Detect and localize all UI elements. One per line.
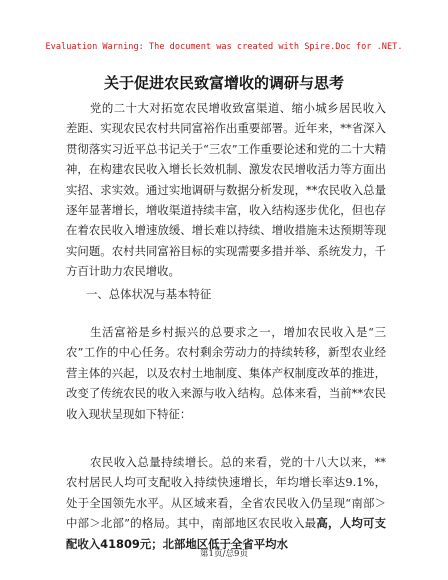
paragraph-income-growth-text: 农民收入总量持续增长。总的来看，党的十八大以来，**农村居民人均可支配收入持续快速增长，年均增长率达9.1%，处于全国领先水平。从区域来看，全省农民收入仍呈现“南部＞中部＞北部”的格局。其中，南部地区农民收入最 — [66, 455, 386, 531]
paragraph-intro: 党的二十大对拓宽农民增收致富渠道、缩小城乡居民收入差距、实现农民农村共同富裕作出重要部署。近年来，**省深入贯彻落实习近平总书记关于“三农”工作重要论述和党的二十大精神，在构建农民收入增长长效机制、激发农民增收活力等方面出实招、求实效。通过实地调研与数据分析发现，**农民收入总量逐年显著增长，增收渠道持续丰富，收入结构逐步优化，但也存在着农民收入增速放缓、增长难以持续、增收措施未达预期等现实问题。农村共同富裕目标的实现需要多措并举、系统发力，千方百计助力农民增收。 — [66, 101, 386, 279]
paragraph-income-growth-bold: 高，人均可支配收入41809元；北部地区低于全省平均水 — [66, 516, 386, 551]
paragraph-income-growth — [66, 452, 386, 554]
paragraph-section-1: 生活富裕是乡村振兴的总要求之一，增加农民收入是“三农”工作的中心任务。农村剩余劳动力的持续转移，新型农业经营主体的兴起，以及农村土地制度、集体产权制度改革的推进，改变了传统农民的收入来源与收入结构。总体来看，当前**农民收入现状呈现如下特征： — [66, 325, 386, 421]
document-title: 关于促进农民致富增收的调研与思考 — [103, 74, 344, 92]
page-footer: 第1页/总9页 — [199, 549, 249, 559]
section-heading-1: 一、总体状况与基本特征 — [86, 287, 212, 301]
evaluation-watermark: Evaluation Warning: The document was created with Spire.Doc for .NET. — [45, 42, 403, 52]
